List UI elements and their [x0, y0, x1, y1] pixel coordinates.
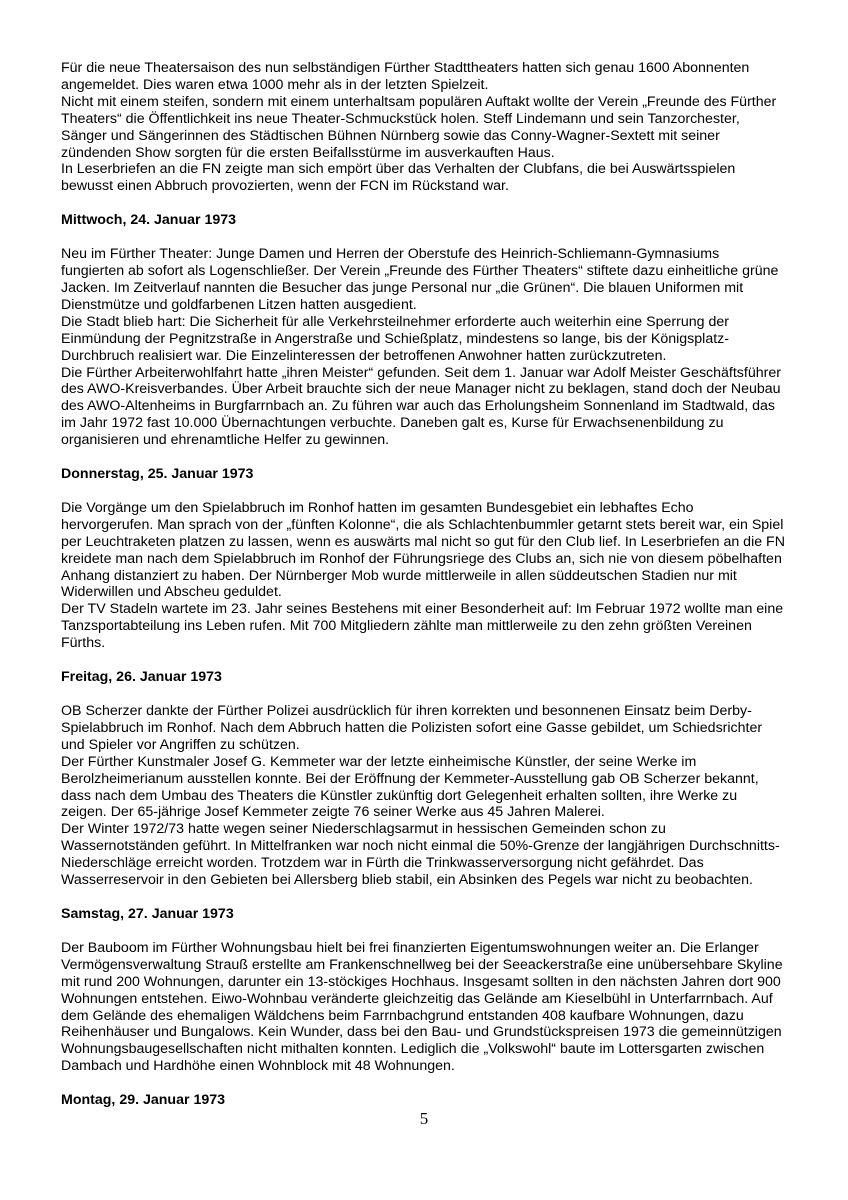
text-line: dem Gelände des ehemaligen Wäldchens beim Farrnbachgrund entstanden 408 kaufbare Wohnungen, dazu	[61, 1007, 744, 1024]
text-line: Sänger und Sängerinnen des Städtischen Bühnen Nürnberg sowie das Conny-Wagner-Sextett mit seiner	[61, 127, 720, 144]
text-line: des AWO-Kreisverbandes. Über Arbeit brauchte sich der neue Manager nicht zu beklagen, stand doch der Neubau	[61, 381, 781, 398]
text-line: Nicht mit einem steifen, sondern mit einem unterhaltsam populären Auftakt wollte der Verein „Freunde des Fürther	[61, 93, 777, 110]
text-line: Die Vorgänge um den Spielabbruch im Ronhof hatten im gesamten Bundesgebiet ein lebhaftes Echo	[61, 499, 694, 516]
text-line: Anhang distanziert zu haben. Der Nürnberger Mob wurde mittlerweile in allen süddeutschen Stadien nur mit	[61, 567, 737, 584]
text-line: Wohnungen entstehen. Eiwo-Wohnbau veränderte gleichzeitig das Gelände am Kieselbühl in Unterfarrnbach. Auf	[61, 990, 773, 1007]
date-section	[61, 212, 781, 449]
section-paragraph	[61, 499, 785, 652]
text-line: Einmündung der Pegnitzstraße in Angerstraße und Schießplatz, mindestens so lange, bis der Königsplatz-	[61, 330, 729, 347]
text-line: Der TV Stadeln wartete im 23. Jahr seines Bestehens mit einer Besonderheit auf: Im Februar 1972 wollte man eine	[61, 601, 784, 618]
text-line: angemeldet. Dies waren etwa 1000 mehr als in der letzten Spielzeit.	[61, 76, 489, 93]
text-line: Dienstmütze und goldfarbenen Litzen hatten ausgedient.	[61, 296, 417, 313]
text-line: zündenden Show sorgten für die ersten Beifallsstürme im ausverkauften Haus.	[61, 144, 555, 161]
text-line: Durchbruch realisiert war. Die Einzelinteressen der betroffenen Anwohner hatten zurückzutreten.	[61, 347, 667, 364]
date-section	[61, 466, 785, 652]
text-line: des AWO-Altenheims in Burgfarrnbach an. Zu führen war auch das Erholungsheim Sonnenland im Stadtwald, das	[61, 398, 775, 415]
date-heading: Montag, 29. Januar 1973	[61, 1092, 226, 1109]
text-line: Tanzsportabteilung ins Leben rufen. Mit 700 Mitgliedern zählte man mittlerweile zu den zehn größten Vereinen	[61, 618, 752, 635]
text-line: Der Bauboom im Fürther Wohnungsbau hielt bei frei finanzierten Eigentumswohnungen weiter an. Die Erlanger	[61, 939, 759, 956]
date-heading: Samstag, 27. Januar 1973	[61, 905, 234, 922]
text-line: per Leuchtraketen platzen zu lassen, wenn es auswärts mal nicht so gut für den Club lief. In Leserbriefen an die FN	[61, 533, 785, 550]
text-line: Wasserreservoir in den Gebieten bei Allersberg blieb stabil, ein Absinken des Pegels war nicht zu beobachten.	[61, 872, 753, 889]
text-line: Reihenhäuser und Bungalows. Kein Wunder, dass bei den Bau- und Grundstückspreisen 1973 die gemeinnützigen	[61, 1024, 782, 1041]
text-line: Vermögensverwaltung Strauß erstellte am Frankenschnellweg bei der Seeackerstraße eine unübersehbare Skyline	[61, 956, 783, 973]
sections-container	[61, 212, 785, 1109]
text-line: Niederschläge erreicht worden. Trotzdem war in Fürth die Trinkwasserversorgung nicht gefährdet. Das	[61, 855, 704, 872]
date-heading: Donnerstag, 25. Januar 1973	[61, 466, 254, 483]
text-line: Die Stadt blieb hart: Die Sicherheit für alle Verkehrsteilnehmer erforderte auch weiterhin eine Sperrung der	[61, 313, 729, 330]
text-line: Dambach und Hardhöhe einen Wohnblock mit 48 Wohnungen.	[61, 1058, 455, 1075]
text-line: mit rund 200 Wohnungen, darunter ein 13-stöckiges Hochhaus. Insgesamt sollten in den nächsten Jahren dort 900	[61, 973, 781, 990]
section-paragraph	[61, 703, 781, 889]
text-line: Spielabbruch im Ronhof. Nach dem Abbruch hatten die Polizisten sofort eine Gasse gebildet, um Schiedsrichter	[61, 719, 763, 736]
text-line: Jacken. Im Zeitverlauf nannten die Besucher das junge Personal nur „die Grünen“. Die blauen Uniformen mit	[61, 279, 744, 296]
text-line: Für die neue Theatersaison des nun selbständigen Fürther Stadttheaters hatten sich genau 1600 Abonnenten	[61, 60, 750, 76]
text-line: hervorgerufen. Man sprach von der „fünften Kolonne“, die als Schlachtenbummler getarnt stets bereit war, ein Spiel	[61, 516, 784, 533]
date-section	[61, 906, 781, 1075]
text-line: Fürths.	[61, 635, 106, 652]
text-line: im Jahr 1972 fast 10.000 Übernachtungen verbuchte. Daneben galt es, Kurse für Erwachsenenbildung zu	[61, 415, 724, 432]
text-line: zeigen. Der 65-jährige Josef Kemmeter zeigte 76 seiner Werke aus 45 Jahren Malerei.	[61, 804, 605, 821]
text-line: kreidete man nach dem Spielabbruch im Ronhof der Führungsriege des Clubs an, sich nie von diesem pöbelhaften	[61, 550, 782, 567]
date-section	[61, 1092, 781, 1109]
date-heading: Mittwoch, 24. Januar 1973	[61, 212, 237, 229]
date-heading: Freitag, 26. Januar 1973	[61, 669, 222, 686]
text-line: Der Winter 1972/73 hatte wegen seiner Niederschlagsarmut in hessischen Gemeinden schon zu	[61, 821, 666, 838]
text-line: In Leserbriefen an die FN zeigte man sich empört über das Verhalten der Clubfans, die bei Auswärtsspielen	[61, 161, 736, 178]
section-paragraph	[61, 940, 781, 1075]
text-line: fungierten ab sofort als Logenschließer. Der Verein „Freunde des Fürther Theaters“ stiftete dazu einheitliche grüne	[61, 263, 779, 280]
text-line: dass nach dem Umbau des Theaters die Künstler zukünftig dort Gelegenheit erhalten sollten, ihre Werke zu	[61, 787, 738, 804]
text-line: organisieren und ehrenamtliche Helfer zu gewinnen.	[61, 432, 390, 449]
date-section	[61, 669, 781, 889]
document-page	[61, 60, 785, 1126]
page-number: 5	[419, 1109, 429, 1128]
text-line: Wohnungsbaugesellschaften nicht mithalten konnten. Lediglich die „Volkswohl“ baute im Lottersgarten zwischen	[61, 1041, 765, 1058]
text-line: bewusst einen Abbruch provozierten, wenn der FCN im Rückstand war.	[61, 178, 509, 195]
text-line: Theaters“ die Öffentlichkeit ins neue Theater-Schmuckstück holen. Steff Lindemann und sein Tanzorchester,	[61, 110, 740, 127]
text-line: Widerwillen und Abscheu geduldet.	[61, 584, 282, 601]
text-line: Die Fürther Arbeiterwohlfahrt hatte „ihren Meister“ gefunden. Seit dem 1. Januar war Adolf Meister Geschäftsführer	[61, 364, 781, 381]
text-line: und Spieler vor Angriffen zu schützen.	[61, 736, 300, 753]
text-line: Berolzheimerianum ausstellen konnte. Bei der Eröffnung der Kemmeter-Ausstellung gab OB Scherzer bekannt,	[61, 770, 759, 787]
section-paragraph	[61, 246, 781, 449]
intro-paragraph	[61, 60, 781, 195]
text-line: OB Scherzer dankte der Fürther Polizei ausdrücklich für ihren korrekten und besonnenen Einsatz beim Derby-	[61, 703, 752, 719]
text-line: Wassernotständen geführt. In Mittelfranken war noch nicht einmal die 50%-Grenze der langjährigen Durchschnitts-	[61, 838, 780, 855]
text-line: Neu im Fürther Theater: Junge Damen und Herren der Oberstufe des Heinrich-Schliemann-Gymnasiums	[61, 246, 720, 263]
text-line: Der Fürther Kunstmaler Josef G. Kemmeter war der letzte einheimische Künstler, der seine Werke im	[61, 753, 697, 770]
